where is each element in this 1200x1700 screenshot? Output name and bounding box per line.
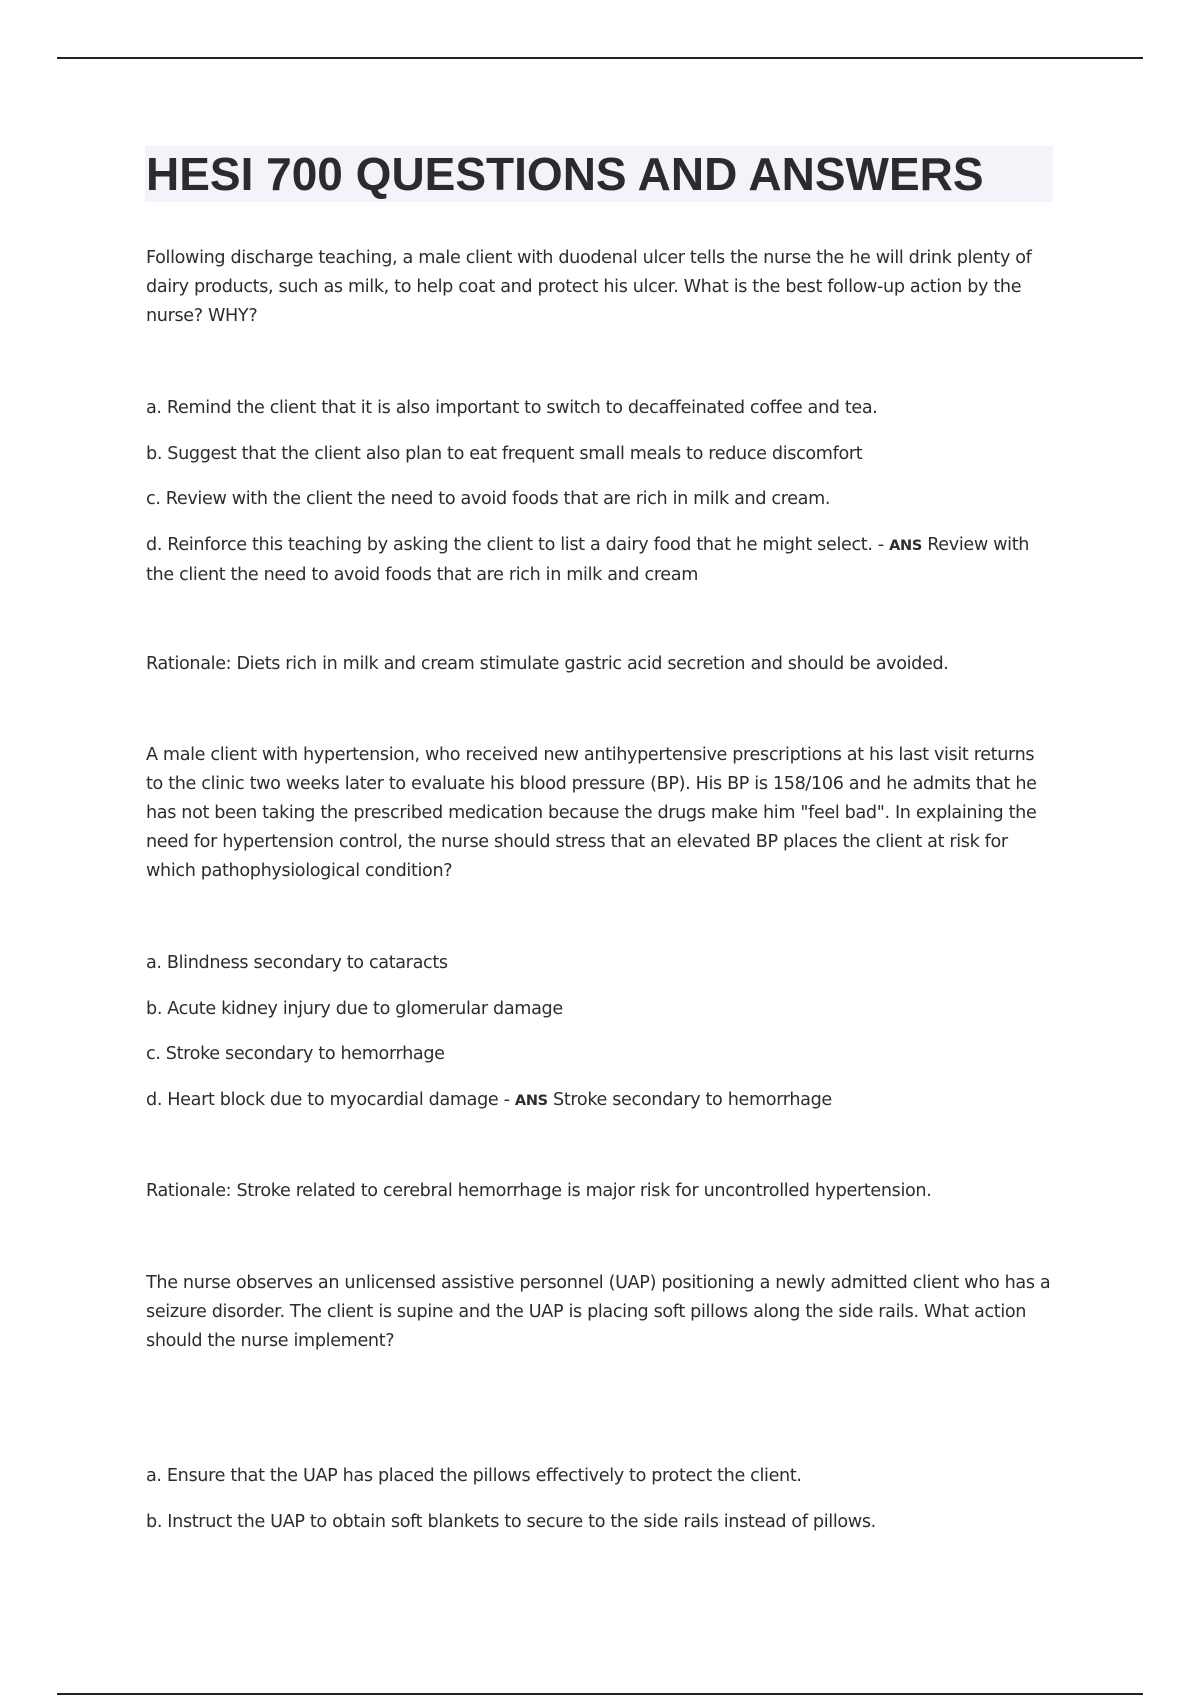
q1-answer: Review with the client the need to avoid foods that are rich in milk and cream — [146, 535, 1030, 585]
q2-option-d: d. Heart block due to myocardial damage - — [146, 1090, 515, 1110]
q1-stem: Following discharge teaching, a male client with duodenal ulcer tells the nurse the he will drink plenty of dairy products, such as milk, to help coat and protect his ulcer. What is the best follow-up action by the nurse? WHY? — [146, 248, 1032, 326]
q1-option-a: a. Remind the client that it is also important to switch to decaffeinated coffee and tea. — [146, 398, 878, 418]
q2-option-d-answer — [146, 1086, 1056, 1116]
q2-answer: Stroke secondary to hemorrhage — [547, 1090, 832, 1110]
q1-option-d-answer — [146, 531, 1056, 590]
q2-option-b: b. Acute kidney injury due to glomerular damage — [146, 999, 563, 1019]
q2-ans-label: ANS — [514, 1093, 548, 1109]
q2-option-c: c. Stroke secondary to hemorrhage — [146, 1044, 445, 1064]
q3-option-a: a. Ensure that the UAP has placed the pillows effectively to protect the client. — [146, 1466, 802, 1486]
q2-option-a: a. Blindness secondary to cataracts — [146, 953, 448, 973]
q2-rationale: Rationale: Stroke related to cerebral hemorrhage is major risk for uncontrolled hypertension. — [146, 1181, 932, 1201]
q1-option-b: b. Suggest that the client also plan to eat frequent small meals to reduce discomfort — [146, 444, 863, 464]
q3-option-b: b. Instruct the UAP to obtain soft blankets to secure to the side rails instead of pillows. — [146, 1512, 876, 1532]
q1-option-c: c. Review with the client the need to avoid foods that are rich in milk and cream. — [146, 489, 831, 509]
document-title: HESI 700 QUESTIONS AND ANSWERS — [146, 148, 984, 200]
top-rule — [57, 57, 1143, 59]
q1-rationale: Rationale: Diets rich in milk and cream stimulate gastric acid secretion and should be avoided. — [146, 654, 949, 674]
q1-ans-label: ANS — [889, 538, 922, 554]
q2-stem: A male client with hypertension, who received new antihypertensive prescriptions at his last visit returns to the clinic two weeks later to evaluate his blood pressure (BP). His BP is 158/106 and he admits that he has not been taking the prescribed medication because the drugs make him "feel bad". In explaining the need for hypertension control, the nurse should stress that an elevated BP places the client at risk for which pathophysiological condition? — [146, 745, 1037, 881]
q3-stem: The nurse observes an unlicensed assistive personnel (UAP) positioning a newly admitted client who has a seizure disorder. The client is supine and the UAP is placing soft pillows along the side rails. What action should the nurse implement? — [146, 1273, 1051, 1351]
q1-option-d: d. Reinforce this teaching by asking the client to list a dairy food that he might select. - — [146, 535, 890, 555]
bottom-rule — [57, 1693, 1143, 1695]
